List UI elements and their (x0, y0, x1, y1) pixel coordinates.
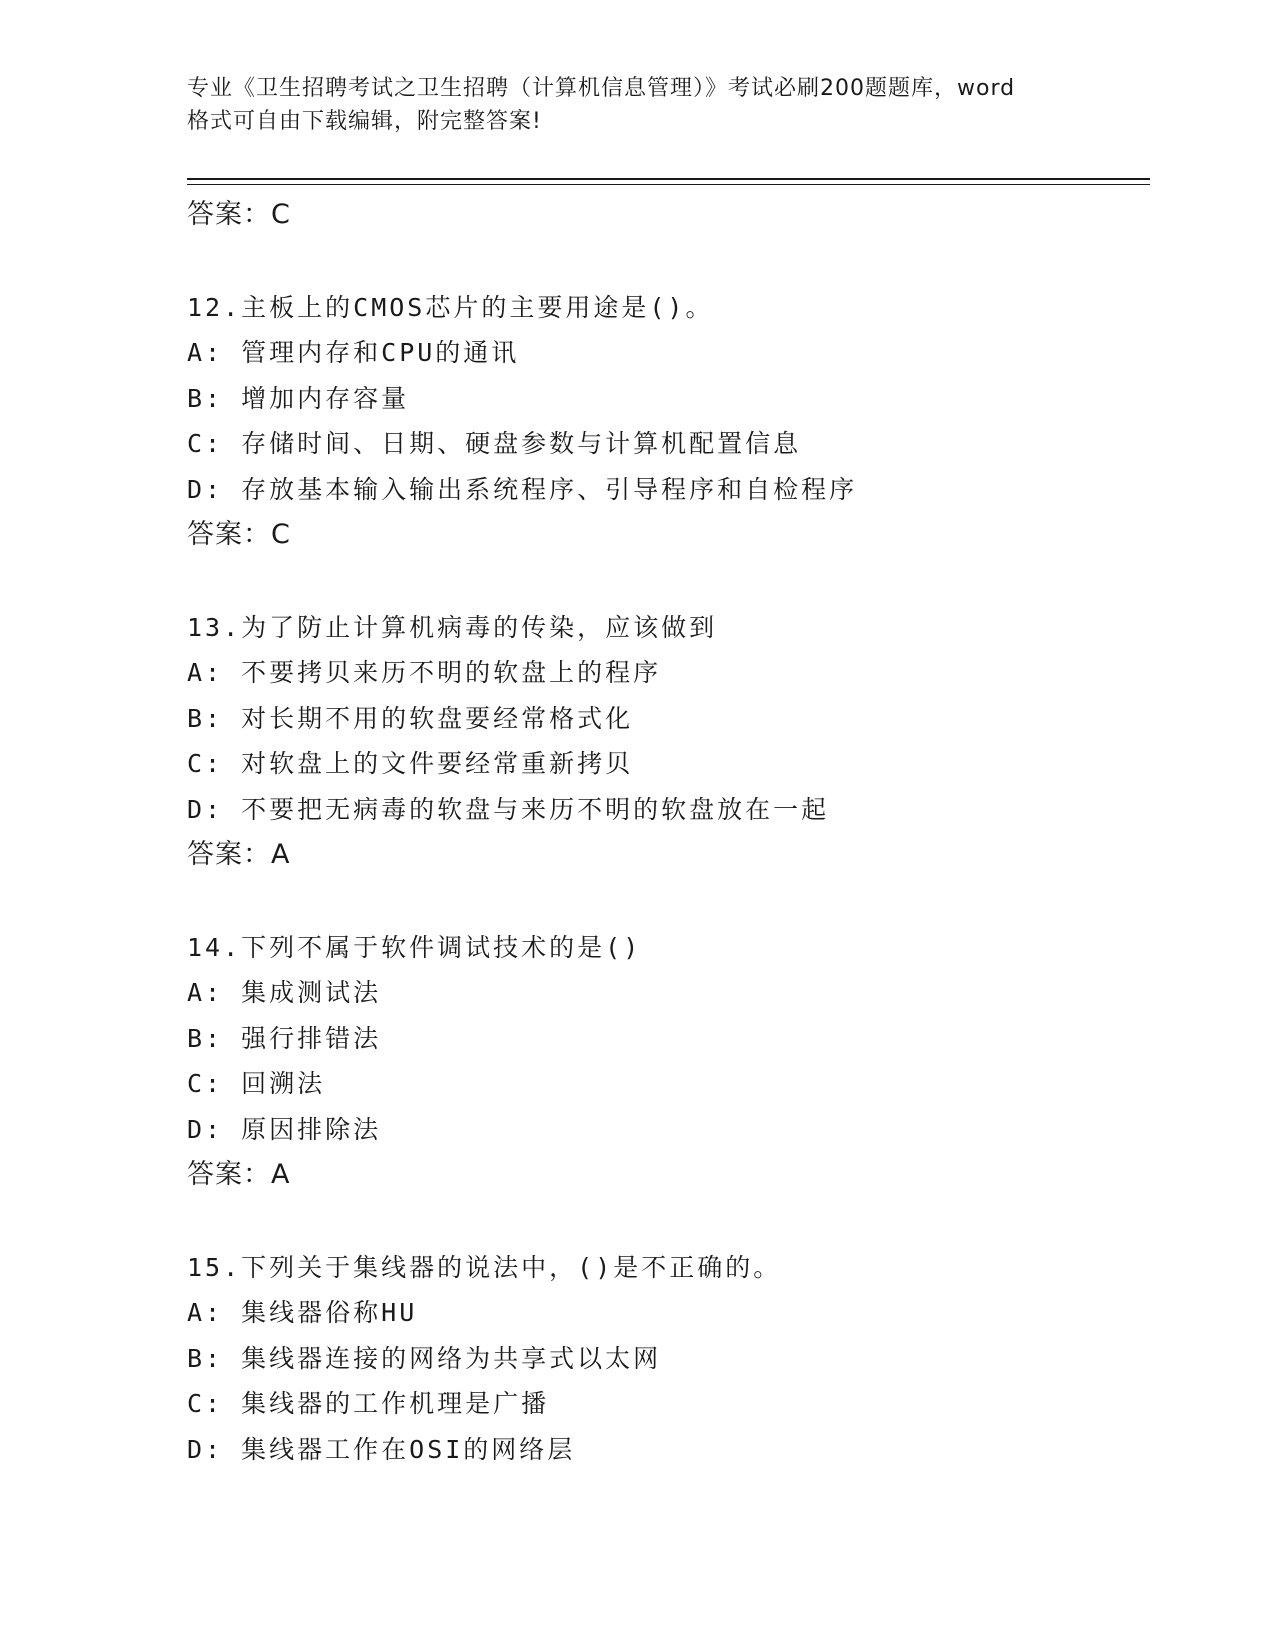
option-c: C: 对软盘上的文件要经常重新拷贝 (187, 749, 634, 778)
answer-label: 答案：C (187, 519, 291, 550)
option-d: D: 原因排除法 (187, 1114, 382, 1144)
option-b: B: 增加内存容量 (187, 383, 410, 413)
question-14 (187, 925, 1147, 1198)
option-d: D: 不要把无病毒的软盘与来历不明的软盘放在一起 (187, 794, 830, 824)
option-a: A: 管理内存和CPU的通讯 (187, 338, 520, 367)
option-d: D: 集线器工作在OSI的网络层 (187, 1434, 576, 1464)
question-stem: 12.主板上的CMOS芯片的主要用途是()。 (187, 292, 714, 322)
option-b: B: 对长期不用的软盘要经常格式化 (187, 703, 634, 733)
question-stem: 13.为了防止计算机病毒的传染，应该做到 (187, 612, 718, 642)
option-a: A: 不要拷贝来历不明的软盘上的程序 (187, 658, 662, 687)
header-rule-thick (187, 178, 1150, 180)
question-15 (187, 1245, 1147, 1473)
answer-label: 答案：A (187, 1159, 291, 1190)
option-b: B: 强行排错法 (187, 1023, 382, 1053)
question-stem: 15.下列关于集线器的说法中，()是不正确的。 (187, 1252, 782, 1282)
question-13 (187, 605, 1147, 878)
answer-label: 答案：A (187, 839, 291, 870)
header-rule-thin (187, 184, 1150, 185)
option-b: B: 集线器连接的网络为共享式以太网 (187, 1343, 662, 1373)
document-header (187, 72, 1087, 138)
header-line-2: 格式可自由下载编辑，附完整答案! (187, 109, 542, 134)
option-a: A: 集成测试法 (187, 978, 382, 1007)
option-c: C: 集线器的工作机理是广播 (187, 1389, 550, 1418)
option-a: A: 集线器俗称HU (187, 1298, 418, 1327)
option-c: C: 回溯法 (187, 1069, 326, 1098)
document-body (187, 192, 1147, 1472)
question-12 (187, 285, 1147, 558)
option-c: C: 存储时间、日期、硬盘参数与计算机配置信息 (187, 429, 802, 458)
option-d: D: 存放基本输入输出系统程序、引导程序和自检程序 (187, 474, 858, 504)
answer-label: 答案：C (187, 199, 291, 230)
header-line-1: 专业《卫生招聘考试之卫生招聘（计算机信息管理）》考试必刷200题题库，word (187, 76, 1016, 101)
question-stem: 14.下列不属于软件调试技术的是() (187, 932, 642, 962)
